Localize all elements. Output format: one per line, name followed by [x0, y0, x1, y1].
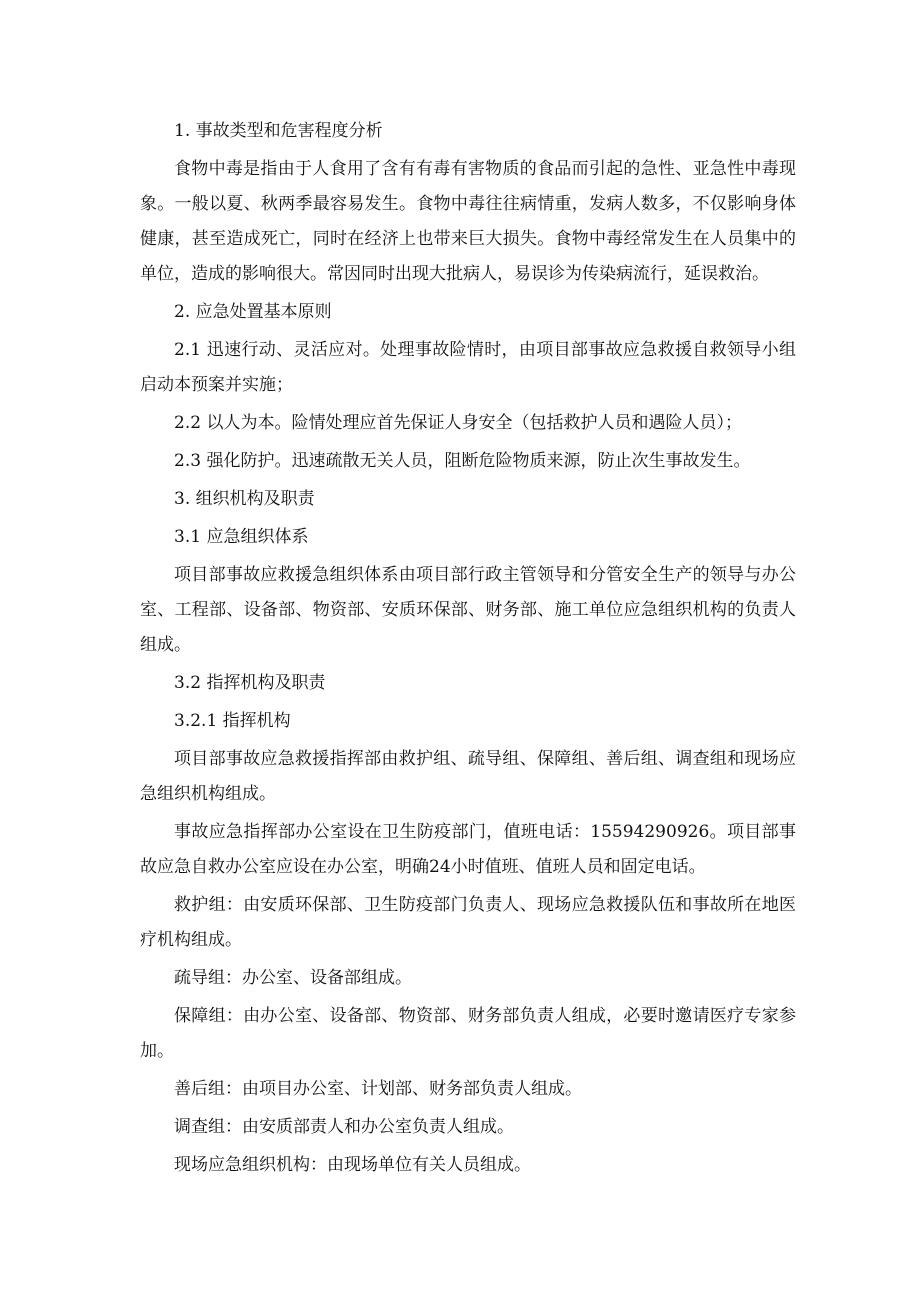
- heading-basic-principles: 2. 应急处置基本原则: [174, 302, 332, 322]
- heading-3-1: 3.1 应急组织体系: [174, 527, 309, 547]
- paragraph-investigation-group: 调查组：由安质部责人和办公室负责人组成。: [174, 1117, 514, 1137]
- paragraph-aftermath-group: 善后组：由项目办公室、计划部、财务部负责人组成。: [174, 1079, 582, 1099]
- heading-3-2: 3.2 指挥机构及职责: [174, 673, 326, 693]
- paragraph-onsite-organization: 现场应急组织机构：由现场单位有关人员组成。: [174, 1155, 531, 1175]
- paragraph-guidance-group: 疏导组：办公室、设备部组成。: [174, 968, 412, 988]
- heading-accident-type: 1. 事故类型和危害程度分析: [174, 121, 383, 141]
- heading-3-2-1: 3.2.1 指挥机构: [174, 711, 291, 731]
- paragraph-command-hq: 项目部事故应急救援指挥部由救护组、疏导组、保障组、善后组、调查组和现场应急组织机构组成。: [140, 749, 796, 804]
- heading-organization: 3. 组织机构及职责: [174, 489, 315, 509]
- paragraph-support-group: 保障组：由办公室、设备部、物资部、财务部负责人组成，必要时邀请医疗专家参加。: [140, 1006, 796, 1061]
- document-body: [140, 114, 796, 1183]
- paragraph-principle-2-1: 2.1 迅速行动、灵活应对。处理事故险情时，由项目部事故应急救援自救领导小组启动本预案并实施；: [140, 340, 796, 395]
- paragraph-organization-system: 项目部事故应救援急组织体系由项目部行政主管领导和分管安全生产的领导与办公室、工程部、设备部、物资部、安质环保部、财务部、施工单位应急组织机构的负责人组成。: [140, 565, 796, 655]
- paragraph-principle-2-2: 2.2 以人为本。险情处理应首先保证人身安全（包括救护人员和遇险人员）；: [174, 413, 742, 433]
- paragraph-rescue-group: 救护组：由安质环保部、卫生防疫部门负责人、现场应急救援队伍和事故所在地医疗机构组成。: [140, 895, 796, 950]
- paragraph-principle-2-3: 2.3 强化防护。迅速疏散无关人员，阻断危险物质来源，防止次生事故发生。: [174, 451, 751, 471]
- paragraph-duty-office: 事故应急指挥部办公室设在卫生防疫部门，值班电话：15594290926。项目部事故应急自救办公室应设在办公室，明确24小时值班、值班人员和固定电话。: [140, 822, 796, 877]
- paragraph-food-poisoning: 食物中毒是指由于人食用了含有有毒有害物质的食品而引起的急性、亚急性中毒现象。一般以夏、秋两季最容易发生。食物中毒往往病情重，发病人数多，不仅影响身体健康，甚至造成死亡，同时在经济上也带来巨大损失。食物中毒经常发生在人员集中的单位，造成的影响很大。常因同时出现大批病人，易误诊为传染病流行，延误救治。: [140, 159, 796, 284]
